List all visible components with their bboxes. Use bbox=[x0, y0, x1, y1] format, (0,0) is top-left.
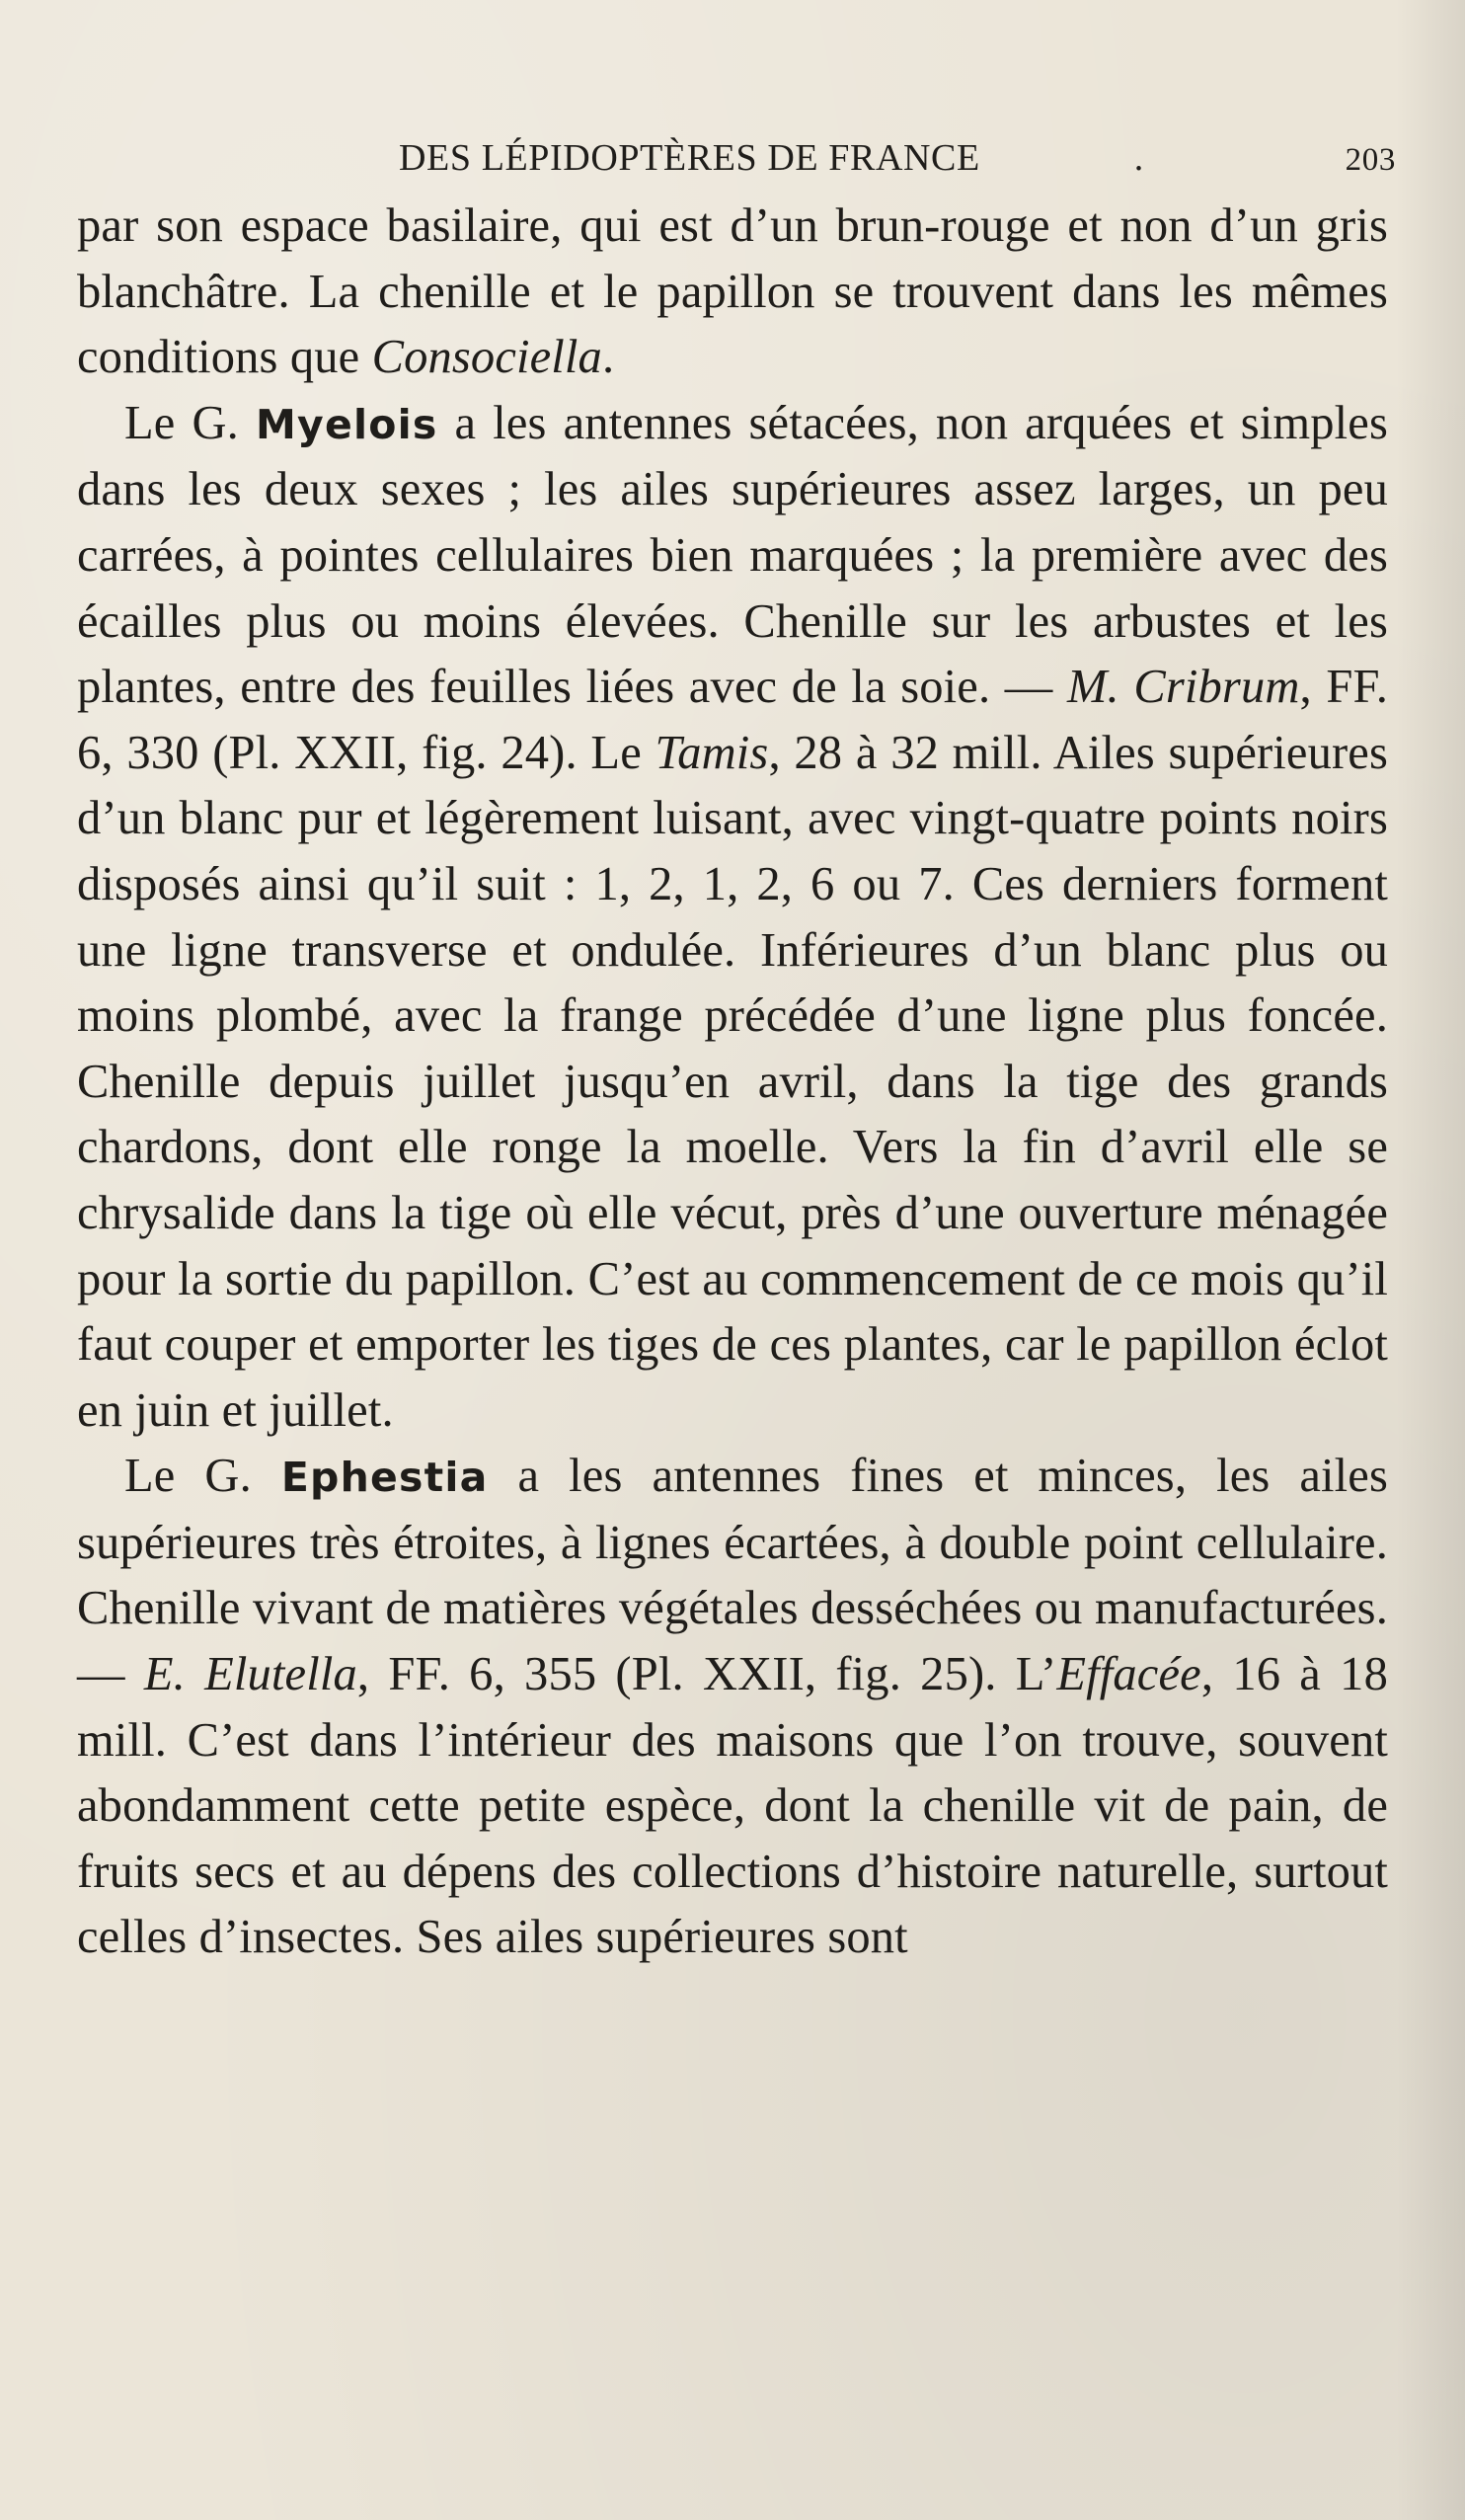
paragraph-myelois bbox=[77, 391, 1388, 1445]
paragraph-ephestia bbox=[77, 1444, 1388, 1971]
paragraph-text: par son espace basilaire, qui est d’un brun-rouge et non d’un gris blanchâtre. La chenille et le papillon se trouvent dans les mêmes conditions que bbox=[77, 199, 1388, 384]
page-number: 203 bbox=[1345, 142, 1396, 178]
body-text bbox=[77, 194, 1388, 1971]
paragraph-lead: Le G. bbox=[124, 396, 257, 449]
species-name: Consociella bbox=[371, 331, 602, 384]
paragraph-text: , FF. 6, 355 (Pl. XXII, fig. 25). L’ bbox=[356, 1648, 1057, 1701]
genus-name: Myelois bbox=[256, 400, 438, 448]
paragraph-text: a les antennes sétacées, non arquées et simples dans les deux sexes ; les ailes supérieures assez larges, un peu carrées, à pointes cellulaires bien marquées ; la première avec des écailles plus ou moins élevées. Chenille sur les arbustes et les plantes, entre des feuilles liées avec de la soie. — bbox=[77, 396, 1388, 714]
species-name: E. Elutella bbox=[143, 1648, 357, 1701]
running-title: DES LÉPIDOPTÈRES DE FRANCE bbox=[399, 137, 980, 179]
page-edge-shadow bbox=[1396, 0, 1465, 2520]
paragraph-text: , FF. 6, 330 (Pl. XXII, fig. 24). Le bbox=[77, 661, 1388, 779]
species-name: M. Cribrum bbox=[1067, 661, 1300, 714]
genus-name: Ephestia bbox=[280, 1454, 489, 1502]
paragraph-consociella-end bbox=[77, 194, 1388, 391]
punctuation: . bbox=[601, 331, 615, 384]
header-separator: . bbox=[1133, 137, 1144, 179]
paragraph-text: , 16 à 18 mill. C’est dans l’intérieur des maisons que l’on trouve, souvent abondamment cette petite espèce, dont la chenille vit de pain, de fruits secs et au dépens des collections d’histoire naturelle, surtout celles d’insectes. Ses ailes supérieures sont bbox=[77, 1648, 1388, 1964]
paragraph-text: , 28 à 32 mill. Ailes supérieures d’un blanc pur et légèrement luisant, avec vingt-quatre points noirs disposés ainsi qu’il suit : 1, 2, 1, 2, 6 ou 7. Ces derniers forment une ligne transverse et ondulée. Inférieures d’un blanc plus ou moins plombé, avec la frange précédée d’une ligne plus foncée. Chenille depuis juillet jusqu’en avril, dans la tige des grands chardons, dont elle ronge la moelle. Vers la fin d’avril elle se chrysalide dans la tige où elle vécut, près d’une ouverture ménagée pour la sortie du papillon. C’est au commencement de ce mois qu’il faut couper et emporter les tiges de ces plantes, car le papillon éclot en juin et juillet. bbox=[77, 726, 1388, 1437]
paragraph-lead: Le G. bbox=[124, 1450, 281, 1503]
running-header bbox=[399, 136, 1396, 196]
common-name: Effacée bbox=[1056, 1648, 1201, 1701]
common-name: Tamis bbox=[655, 726, 769, 779]
paragraph-text: a les antennes fines et minces, les ailes supérieures très étroites, à lignes écartées, à double point cellulaire. Chenille vivant de matières végétales desséchées ou manufacturées. — bbox=[77, 1450, 1388, 1701]
